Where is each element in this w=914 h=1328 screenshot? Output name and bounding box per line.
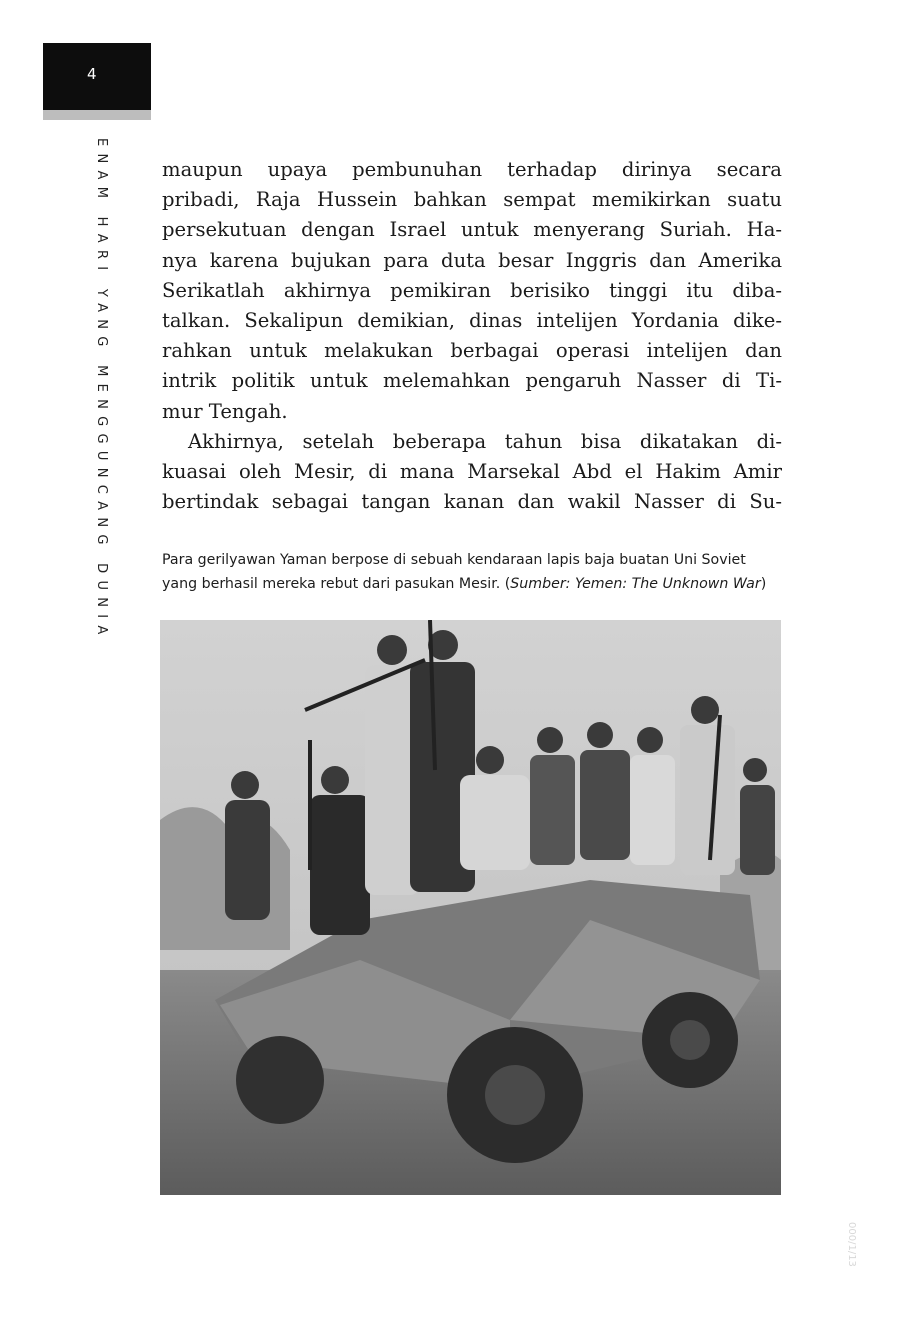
page-number-tab [43, 43, 151, 110]
tab-underline [43, 110, 151, 120]
body-line: mur Tengah. [162, 399, 288, 423]
photo-illustration [160, 620, 781, 1195]
side-code: 000/1/13 [846, 1222, 857, 1267]
body-line: rahkan untuk melakukan berbagai operasi intelijen dan [162, 339, 782, 363]
paragraph-1 [162, 155, 782, 427]
body-text [162, 155, 782, 517]
body-line: kuasai oleh Mesir, di mana Marsekal Abd el Hakim Amir [162, 460, 782, 484]
body-line: nya karena bujukan para duta besar Inggris dan Amerika [162, 248, 782, 272]
running-title: ENAM HARI YANG MENGGUNCANG DUNIA [94, 138, 109, 642]
body-line: persekutuan dengan Israel untuk menyerang Suriah. Ha- [162, 218, 782, 242]
body-line: pribadi, Raja Hussein bahkan sempat memikirkan suatu [162, 188, 782, 212]
body-line: Akhirnya, setelah beberapa tahun bisa dikatakan di- [188, 429, 782, 453]
paragraph-2 [162, 427, 782, 518]
body-line: bertindak sebagai tangan kanan dan wakil Nasser di Su- [162, 490, 782, 514]
body-line: intrik politik untuk melemahkan pengaruh Nasser di Ti- [162, 369, 782, 393]
caption-text: Para gerilyawan Yaman berpose di sebuah kendaraan lapis baja buatan Uni Soviet yang berhasil mereka rebut dari pasukan Mesir. ( [162, 552, 746, 592]
body-line: Serikatlah akhirnya pemikiran berisiko tinggi itu diba- [162, 278, 782, 302]
photo-armored-vehicle [160, 620, 781, 1195]
caption-source: Sumber: Yemen: The Unknown War [510, 575, 761, 592]
photo-caption [162, 549, 782, 596]
body-line: talkan. Sekalipun demikian, dinas intelijen Yordania dike- [162, 309, 782, 333]
caption-close: ) [760, 575, 767, 592]
page-number: 4 [87, 65, 97, 83]
body-line: maupun upaya pembunuhan terhadap dirinya secara [162, 158, 782, 181]
